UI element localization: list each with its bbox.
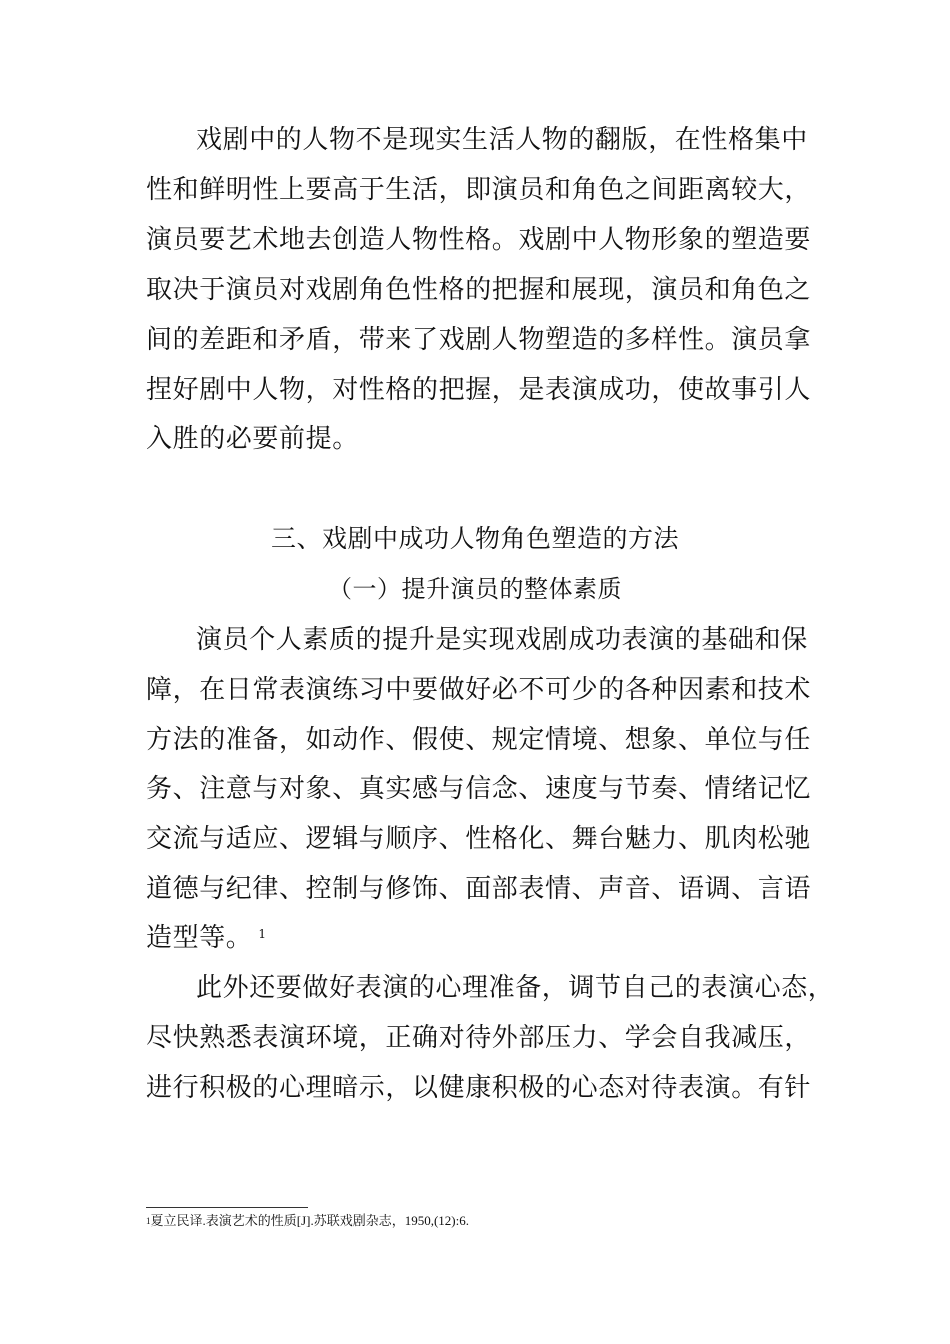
paragraph-3-line-3: 进行积极的心理暗示，以健康积极的心态对待表演。有针 [146,1073,812,1103]
paragraph-2-line-1: 演员个人素质的提升是实现戏剧成功表演的基础和保 [196,625,808,655]
footnote-marker: 1 [146,1216,151,1226]
section-subheading: （一）提升演员的整体素质 [328,575,622,603]
paragraph-2-line-5: 交流与适应、逻辑与顺序、性格化、舞台魅力、肌肉松驰 [146,824,812,854]
section-heading: 三、戏剧中成功人物角色塑造的方法 [270,524,679,553]
paragraph-1-line-6: 捏好剧中人物，对性格的把握，是表演成功，使故事引人 [146,375,812,405]
paragraph-3-line-2: 尽快熟悉表演环境，正确对待外部压力、学会自我减压， [146,1023,812,1053]
footnote-text: 夏立民译.表演艺术的性质[J].苏联戏剧杂志，1950,(12):6. [150,1213,469,1228]
paragraph-3-line-1: 此外还要做好表演的心理准备，调节自己的表演心态， [196,973,835,1003]
paragraph-2-line-4: 务、注意与对象、真实感与信念、速度与节奏、情绪记忆 [146,774,812,804]
paragraph-2-line-2: 障，在日常表演练习中要做好必不可少的各种因素和技术 [146,675,812,705]
paragraph-2-line-3: 方法的准备，如动作、假使、规定情境、想象、单位与任 [146,725,812,755]
paragraph-2-line-6: 道德与纪律、控制与修饰、面部表情、声音、语调、言语 [146,874,812,904]
paragraph-1-line-1: 戏剧中的人物不是现实生活人物的翻版，在性格集中 [196,125,808,155]
paragraph-1-line-5: 间的差距和矛盾，带来了戏剧人物塑造的多样性。演员拿 [146,325,812,355]
paragraph-2-line-7 [146,923,267,953]
footnote-separator [146,1207,308,1208]
paragraph-1-line-4: 取决于演员对戏剧角色性格的把握和展现，演员和角色之 [146,275,812,305]
paragraph-1-line-7: 入胜的必要前提。 [146,424,359,454]
paragraph-2-line-7-text: 造型等。 [146,923,253,953]
footnote [146,1213,469,1229]
paragraph-1-line-3: 演员要艺术地去创造人物性格。戏剧中人物形象的塑造要 [146,225,812,255]
footnote-reference[interactable]: 1 [258,927,267,941]
paragraph-1-line-2: 性和鲜明性上要高于生活，即演员和角色之间距离较大， [146,175,812,205]
